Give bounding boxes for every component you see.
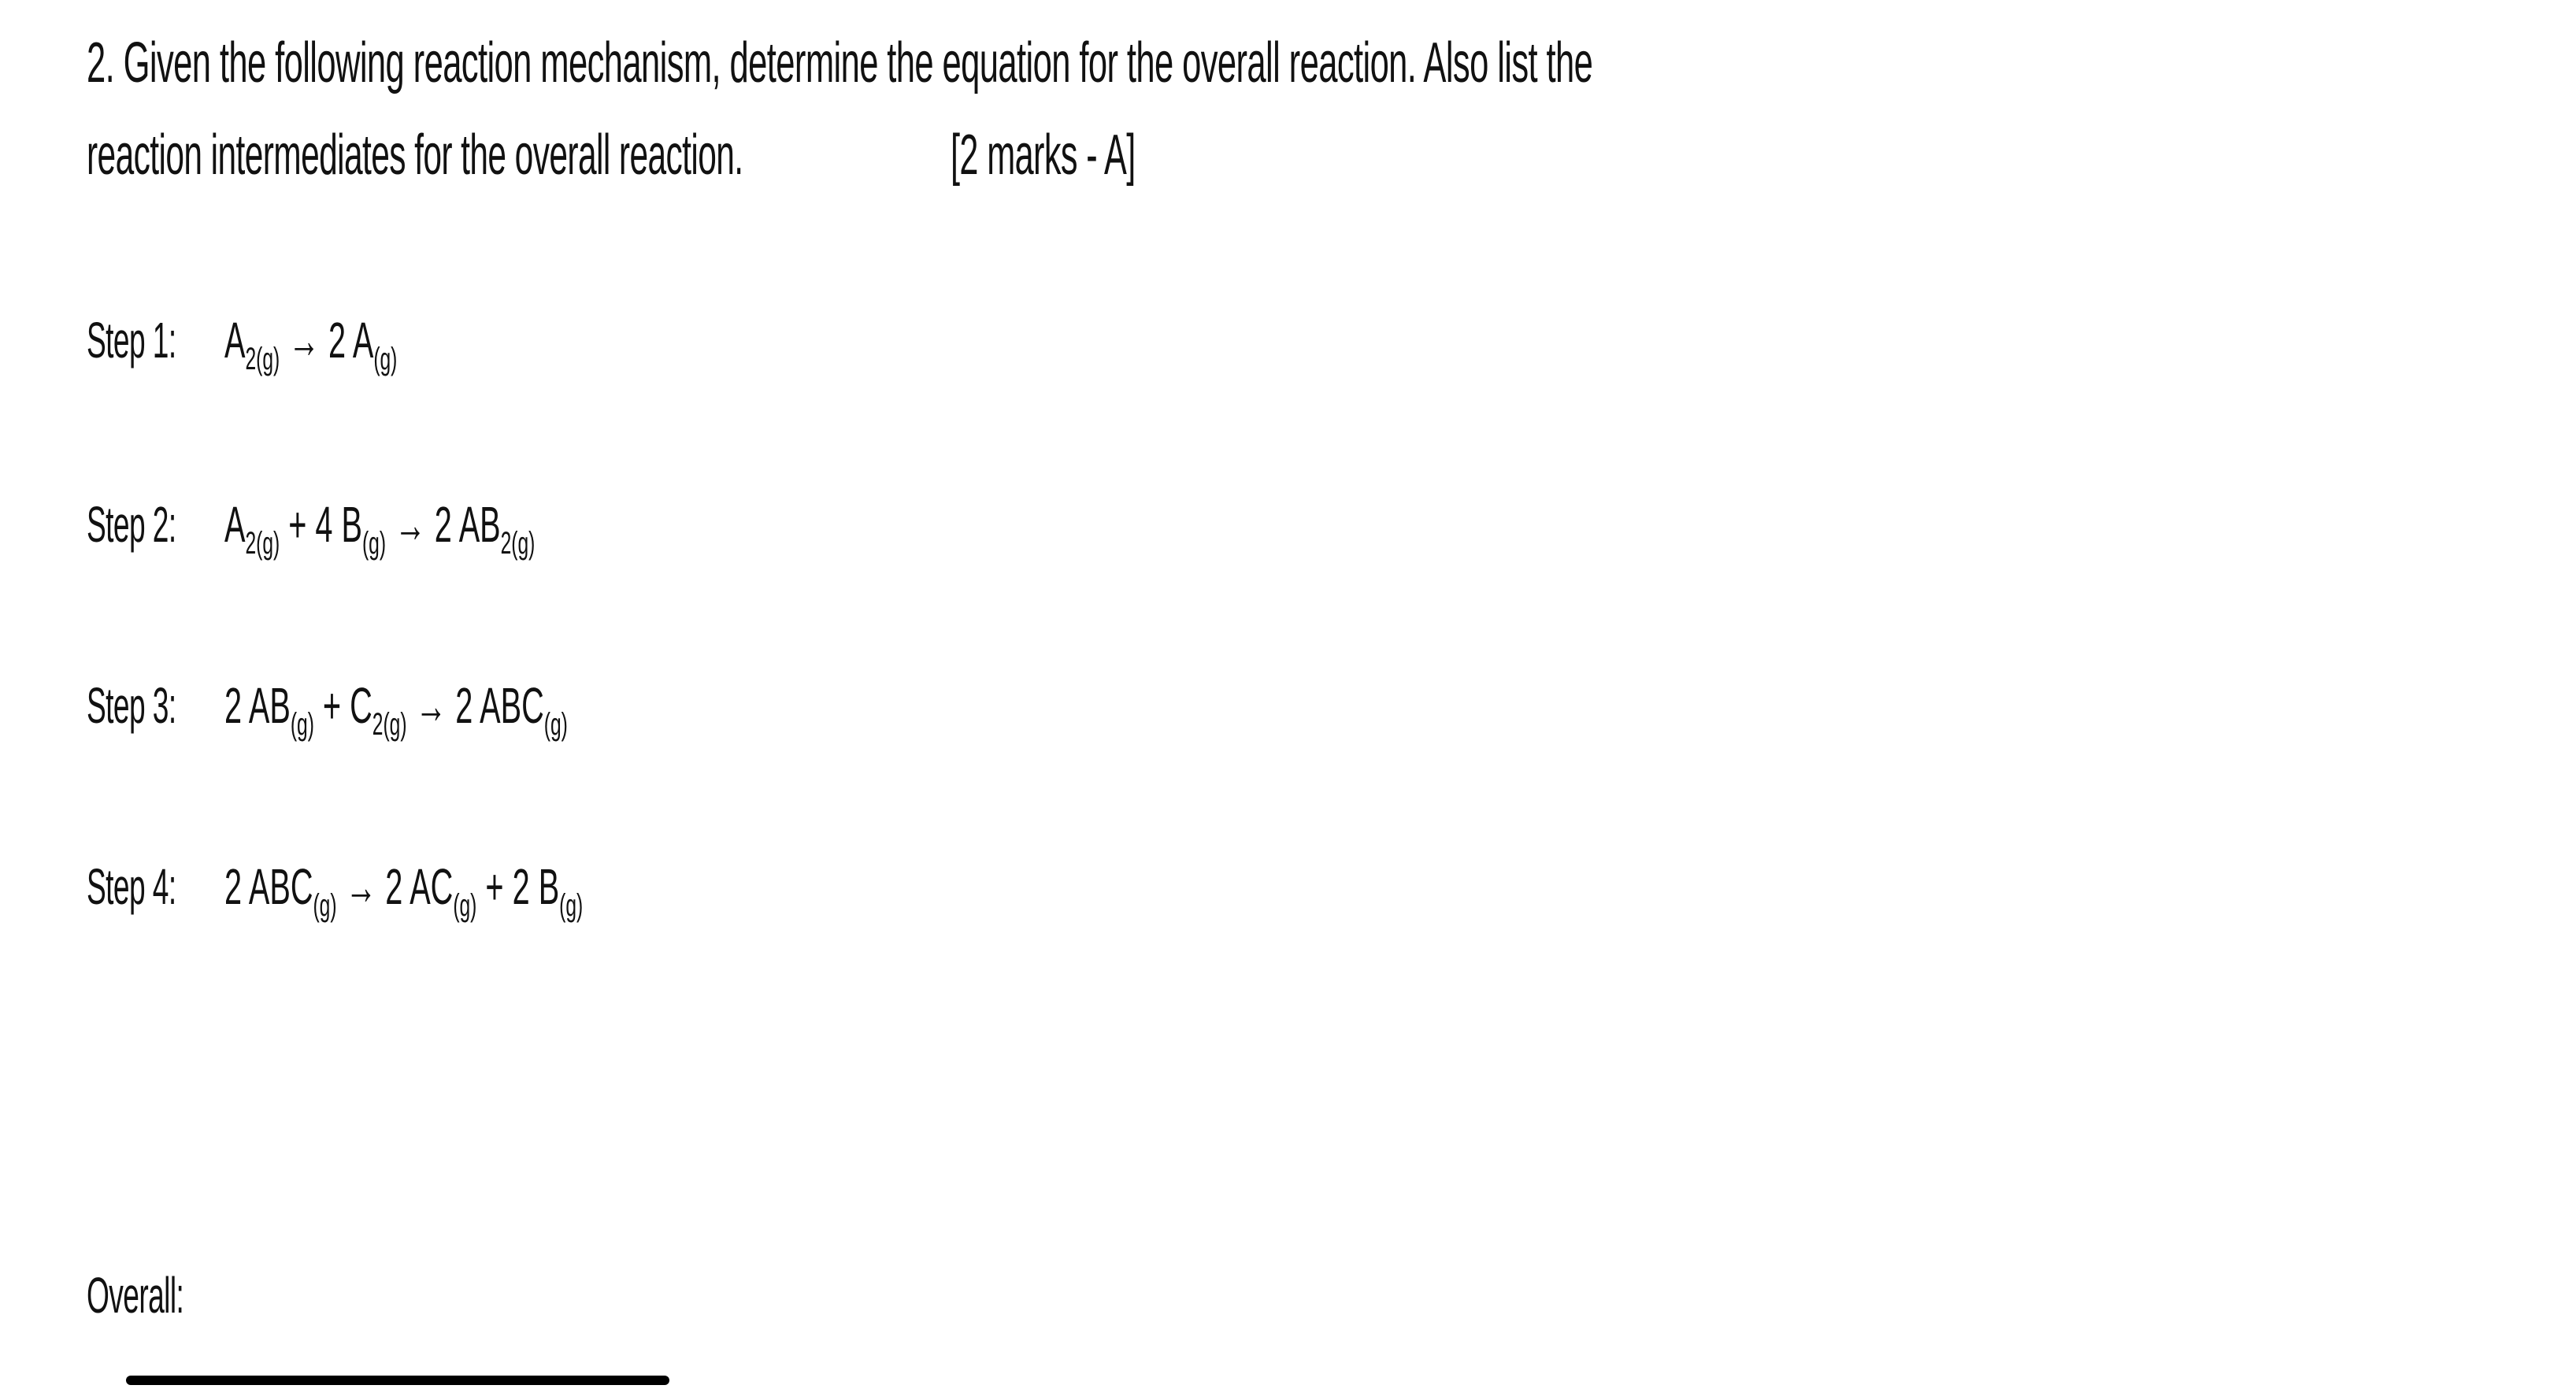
step-1-label: Step 1: <box>87 312 176 369</box>
eq-subscript: (g) <box>373 342 398 377</box>
eq-token: → 2 A <box>280 312 374 369</box>
eq-token: A <box>224 496 246 553</box>
eq-subscript: (g) <box>559 888 584 924</box>
eq-subscript: (g) <box>453 888 477 924</box>
question-text-line-2: reaction intermediates for the overall reaction. <box>87 124 743 187</box>
eq-token: 2 ABC <box>224 858 313 915</box>
eq-token: → 2 AC <box>336 858 454 915</box>
question-text-line-1: 2. Given the following reaction mechanism, determine the equation for the overall reaction. Also list the <box>87 31 1593 94</box>
step-4-equation <box>224 855 802 924</box>
eq-subscript: (g) <box>361 526 387 561</box>
step-2-equation <box>224 493 725 561</box>
eq-token: → 2 AB <box>386 496 501 553</box>
eq-subscript: 2(g) <box>372 707 407 743</box>
marks-indicator: [2 marks - A] <box>951 124 1136 187</box>
step-3-label: Step 3: <box>87 677 176 734</box>
eq-subscript: (g) <box>543 707 568 743</box>
eq-token: + 4 B <box>280 496 362 553</box>
overall-label: Overall: <box>87 1267 184 1324</box>
eq-token: 2 AB <box>224 677 291 734</box>
step-4-label: Step 4: <box>87 858 176 915</box>
eq-subscript: (g) <box>290 707 314 743</box>
step-3-equation <box>224 674 778 743</box>
eq-subscript: 2(g) <box>245 342 280 377</box>
eq-token: + 2 B <box>476 858 560 915</box>
eq-token: + C <box>313 677 373 734</box>
eq-subscript: 2(g) <box>500 526 536 561</box>
step-2-label: Step 2: <box>87 496 176 553</box>
step-1-equation <box>224 309 503 377</box>
eq-subscript: 2(g) <box>245 526 280 561</box>
eq-token: → 2 ABC <box>406 677 544 734</box>
home-indicator-bar[interactable] <box>126 1376 669 1385</box>
eq-token: A <box>224 312 246 369</box>
eq-subscript: (g) <box>313 888 337 924</box>
